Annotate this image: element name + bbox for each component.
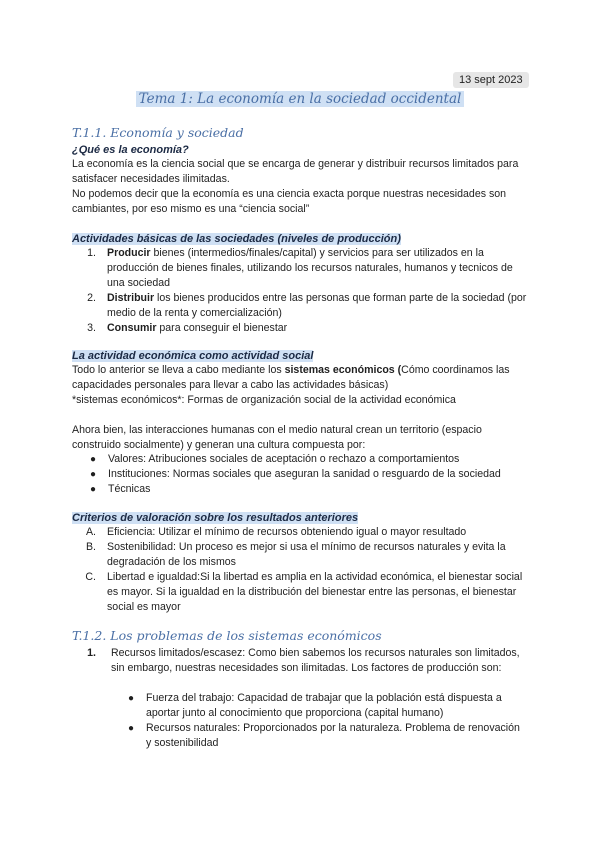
culture-item: Técnicas	[108, 483, 151, 495]
document-title: Tema 1: La economía en la sociedad occidental	[0, 90, 600, 108]
list-number: 1.	[87, 247, 96, 259]
section-heading-1: T.1.1. Economía y sociedad	[72, 125, 244, 140]
list-number: 1.	[87, 647, 96, 659]
science-paragraph: No podemos decir que la economía es una ciencia exacta porque nuestras necesidades son cambiantes, por eso mismo es una “ciencia social”	[72, 188, 507, 215]
activity-consume: Consumir para conseguir el bienestar	[107, 322, 288, 334]
bullet-icon: ●	[90, 454, 97, 465]
bullet-icon: ●	[90, 484, 97, 495]
list-letter: C.	[85, 571, 96, 583]
bullet-icon: ●	[128, 693, 135, 704]
activity-distribute: Distribuir los bienes producidos entre las personas que forman parte de la sociedad (por medio de la renta y comercialización)	[107, 292, 527, 319]
criterion-freedom-equality: Libertad e igualdad:Si la libertad es amplia en la actividad económica, el bienestar social es mayor. Si la igualdad en la distribución del bienestar entre las personas, el bienestar social es mayor	[107, 571, 523, 613]
economic-systems-paragraph: Todo lo anterior se lleva a cabo mediante los sistemas económicos (Cómo coordinamos las capacidades personales para llevar a cabo las actividades básicas)	[72, 364, 510, 391]
culture-item: Instituciones: Normas sociales que aseguran la sanidad o resguardo de la sociedad	[108, 468, 501, 480]
question-heading: ¿Qué es la economía?	[72, 144, 189, 156]
social-activity-heading: La actividad económica como actividad social	[72, 350, 314, 362]
factor-natural-resources: Recursos naturales: Proporcionados por la naturaleza. Problema de renovación y sostenibilidad	[146, 722, 520, 749]
list-letter: A.	[85, 526, 96, 538]
criterion-sustainability: Sostenibilidad: Un proceso es mejor si usa el mínimo de recursos naturales y evita la degradación de los mismos	[107, 541, 506, 568]
bullet-icon: ●	[90, 469, 97, 480]
activity-produce: Producir bienes (intermedios/finales/capital) y servicios para ser utilizados en la producción de bienes finales, utilizando los recursos naturales, humanos y tecnicos de una sociedad	[107, 247, 513, 289]
activities-heading: Actividades básicas de las sociedades (niveles de producción)	[72, 233, 401, 245]
list-number: 2.	[87, 292, 96, 304]
limited-resources-item: Recursos limitados/escasez: Como bien sabemos los recursos naturales son limitados, sin embargo, nuestras necesidades son ilimitadas. Los factores de producción son:	[111, 647, 520, 674]
definition-paragraph: La economía es la ciencia social que se encarga de generar y distribuir recursos limitados para satisfacer necesidades ilimitadas.	[72, 158, 519, 185]
culture-paragraph: Ahora bien, las interacciones humanas con el medio natural crean un territorio (espacio construido socialmente) y generan una cultura compuesta por:	[72, 424, 482, 451]
list-number: 3.	[87, 322, 96, 334]
section-heading-2: T.1.2. Los problemas de los sistemas económicos	[72, 628, 382, 643]
date-chip[interactable]: 13 sept 2023	[453, 72, 529, 88]
list-letter: B.	[85, 541, 96, 553]
culture-item: Valores: Atribuciones sociales de aceptación o rechazo a comportamientos	[108, 453, 460, 465]
factor-labor: Fuerza del trabajo: Capacidad de trabajar que la población está dispuesta a aportar junto al conocimiento que proporciona (capital humano)	[146, 692, 502, 719]
bullet-icon: ●	[128, 723, 135, 734]
economic-systems-note: *sistemas económicos*: Formas de organización social de la actividad económica	[72, 394, 456, 406]
criteria-heading: Criterios de valoración sobre los resultados anteriores	[72, 512, 359, 524]
criterion-efficiency: Eficiencia: Utilizar el mínimo de recursos obteniendo igual o mayor resultado	[107, 526, 467, 538]
